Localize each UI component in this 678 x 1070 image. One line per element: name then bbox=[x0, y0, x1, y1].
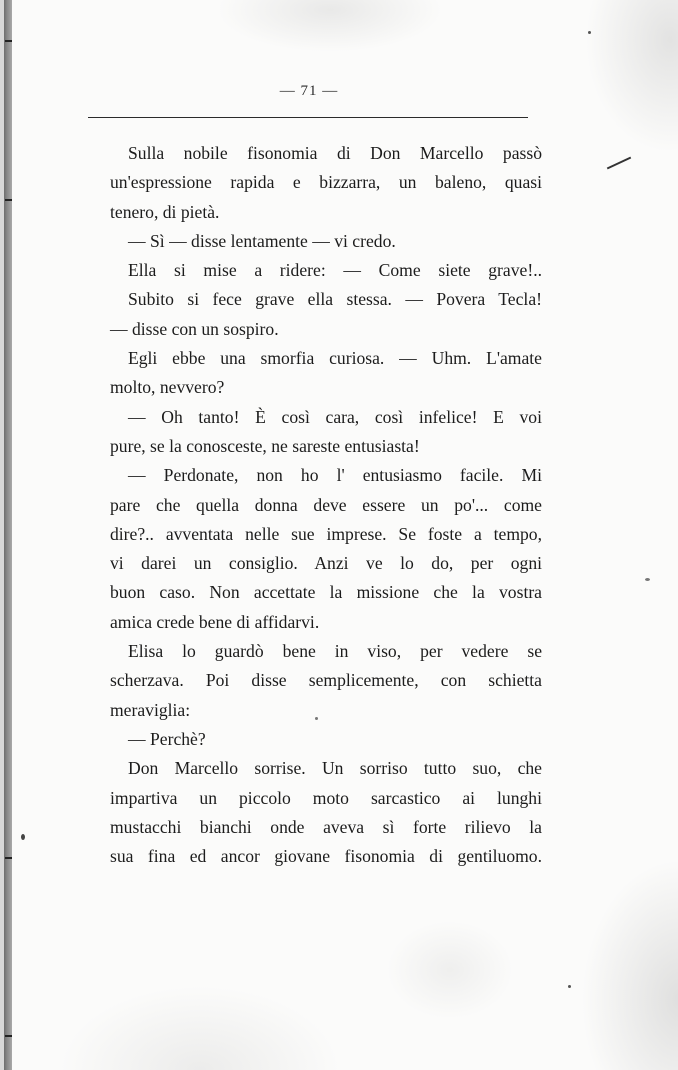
text-line: scherzava. Poi disse semplicemente, con schietta bbox=[110, 670, 542, 691]
ink-speck bbox=[21, 834, 25, 840]
text-line: Sulla nobile fisonomia di Don Marcello passò bbox=[128, 143, 542, 163]
text-line: un'espressione rapida e bizzarra, un baleno, quasi bbox=[110, 172, 542, 193]
text-line: — Oh tanto! È così cara, così infelice! E voi bbox=[128, 406, 542, 427]
ink-speck bbox=[588, 31, 591, 34]
text-line: Ella si mise a ridere: — Come siete grave!.. bbox=[128, 260, 542, 281]
text-line: amica crede bene di affidarvi. bbox=[110, 611, 320, 632]
text-line: Subito si fece grave ella stessa. — Povera Tecla! bbox=[128, 289, 542, 310]
text-line: buon caso. Non accettate la missione che la vostra bbox=[110, 582, 542, 603]
text-line: Egli ebbe una smorfia curiosa. — Uhm. L'amate bbox=[128, 348, 542, 369]
binding-notch bbox=[5, 1035, 12, 1037]
header-rule bbox=[88, 117, 528, 118]
text-line: Elisa lo guardò bene in viso, per vedere se bbox=[128, 641, 542, 662]
ink-mark bbox=[607, 157, 631, 170]
text-line: dire?.. avventata nelle sue imprese. Se foste a tempo, bbox=[110, 523, 542, 544]
text-line: impartiva un piccolo moto sarcastico ai lunghi bbox=[110, 787, 542, 808]
text-line: mustacchi bianchi onde aveva sì forte rilievo la bbox=[110, 816, 542, 837]
binding-notch bbox=[5, 40, 12, 42]
text-line: meraviglia: bbox=[110, 699, 191, 720]
page-number bbox=[0, 83, 678, 100]
text-line: — Perchè? bbox=[128, 728, 206, 749]
ink-speck bbox=[645, 578, 650, 581]
body-text bbox=[110, 139, 542, 871]
text-line: tenero, di pietà. bbox=[110, 201, 220, 222]
ink-speck bbox=[315, 717, 318, 720]
text-line: molto, nevvero? bbox=[110, 377, 225, 398]
text-line: — disse con un sospiro. bbox=[110, 318, 279, 339]
binding-edge bbox=[4, 0, 12, 1070]
text-line: — Sì — disse lentamente — vi credo. bbox=[128, 230, 396, 251]
ink-speck bbox=[568, 985, 571, 988]
binding-notch bbox=[5, 857, 12, 859]
text-line: sua fina ed ancor giovane fisonomia di gentiluomo. bbox=[110, 846, 542, 867]
text-line: pare che quella donna deve essere un po'... come bbox=[110, 494, 542, 515]
text-line: Don Marcello sorrise. Un sorriso tutto suo, che bbox=[128, 758, 542, 779]
page-number-text: — 71 — bbox=[279, 83, 339, 99]
binding-notch bbox=[5, 199, 12, 201]
text-line: pure, se la conosceste, ne sareste entusiasta! bbox=[110, 435, 420, 456]
text-line: vi darei un consiglio. Anzi ve lo do, per ogni bbox=[110, 553, 542, 574]
text-line: — Perdonate, non ho l' entusiasmo facile. Mi bbox=[128, 465, 542, 486]
